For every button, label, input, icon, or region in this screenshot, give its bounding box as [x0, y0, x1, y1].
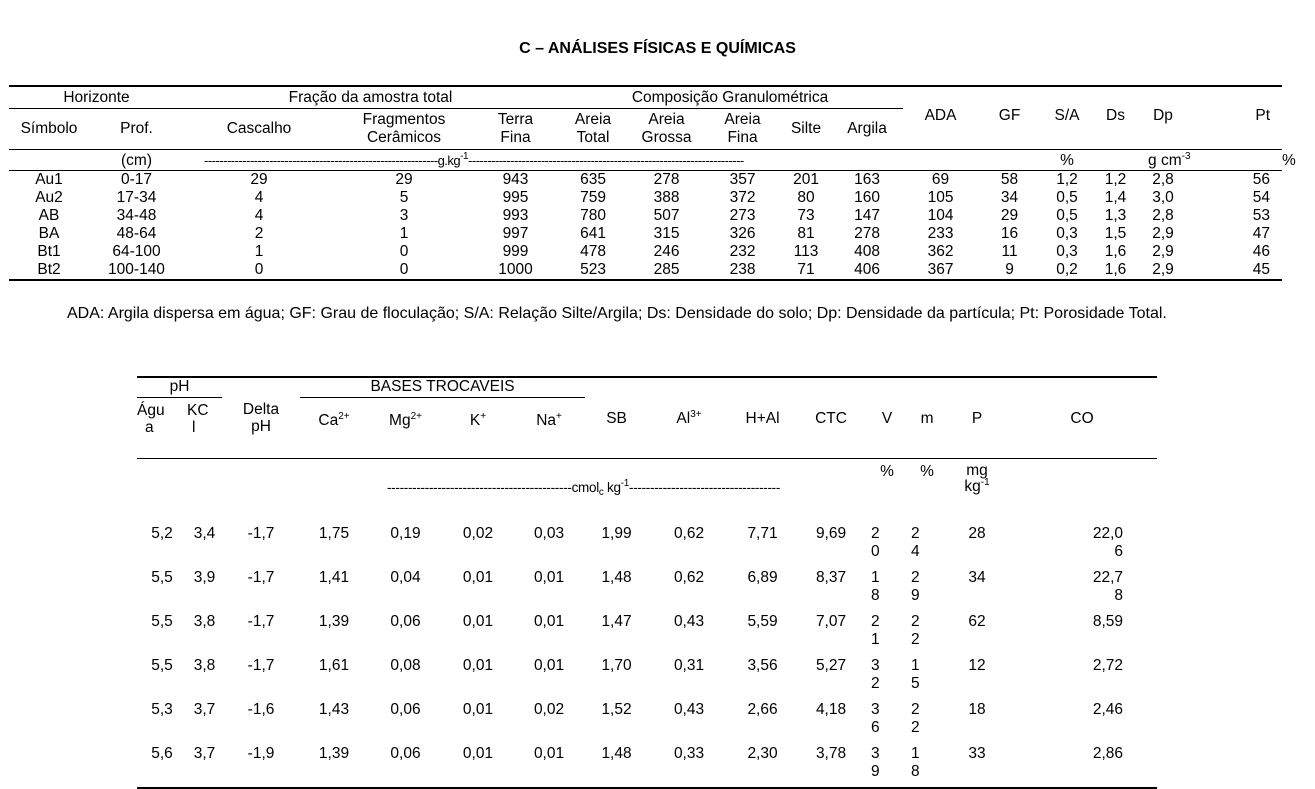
table-cell: 5,6: [151, 745, 173, 762]
table-cell: 1,5: [1104, 225, 1127, 242]
table-cell: 315: [653, 225, 680, 242]
table-cell: 1,48: [601, 569, 632, 586]
table-cell: 478: [580, 243, 606, 260]
table-cell: 22,7 8: [1092, 569, 1124, 604]
table-cell: 0,01: [462, 657, 494, 674]
table-cell: 104: [927, 207, 954, 224]
table-cell: 1,48: [601, 745, 632, 762]
table-cell: 0,33: [673, 745, 705, 762]
table-cell: 0,19: [390, 525, 421, 542]
table-row: [9, 171, 1282, 190]
table-cell: 4,18: [815, 701, 847, 718]
col-dp: Dp: [1153, 107, 1173, 124]
table-row: [137, 655, 1157, 699]
col-pt: Pt: [1255, 107, 1271, 124]
table-cell: 2,46: [1092, 701, 1124, 718]
table-cell: 0,3: [1056, 243, 1078, 260]
table-cell: 0-17: [120, 171, 153, 188]
unit-cm: (cm): [89, 150, 184, 171]
col-al: $Al^{3+}$: [676, 408, 702, 427]
table-cell: 1 8: [911, 745, 920, 780]
table-cell: 1,3: [1104, 207, 1127, 224]
col-p: P: [971, 409, 983, 427]
col-hal: H+Al: [745, 409, 780, 427]
table-cell: 80: [797, 189, 815, 206]
table-cell: 47: [1252, 225, 1271, 242]
table-cell: 1 5: [911, 657, 920, 692]
table-cell: 0,06: [390, 613, 421, 630]
table-cell: 943: [502, 171, 529, 188]
table-cell: 3: [399, 207, 409, 224]
col-ctc: CTC: [815, 409, 847, 427]
table-cell: 5,5: [151, 569, 173, 586]
table-cell: 8,37: [815, 569, 847, 586]
table-cell: 1: [399, 225, 409, 242]
table-row: [9, 261, 1282, 280]
table-cell: 278: [653, 171, 680, 188]
table-cell: 999: [502, 243, 529, 260]
table-cell: 34: [968, 569, 986, 586]
table-cell: 58: [1000, 171, 1019, 188]
table-cell: 507: [653, 207, 680, 224]
table-cell: 1,6: [1104, 243, 1127, 260]
table-row: [137, 567, 1157, 611]
table-cell: 1,43: [318, 701, 350, 718]
unit-gkg: $-------------------------------------------------------------g.kg^{-1}------------------------------------------------------$------------------: [184, 150, 978, 171]
table-cell: 48-64: [116, 225, 157, 242]
table-cell: 18: [968, 701, 986, 718]
table-cell: 523: [580, 261, 606, 278]
table-cell: 1,41: [318, 569, 350, 586]
table-cell: 0,02: [533, 701, 565, 718]
col-simbolo: Símbolo: [20, 120, 78, 137]
abbreviation-note: ADA: Argila dispersa em água; GF: Grau de floculação; S/A: Relação Silte/Argila; Ds: Densidade do solo; Dp: Densidade da partícula; Pt: Porosidade Total.: [67, 305, 1167, 322]
table-cell: 1: [254, 243, 264, 260]
table-row: [137, 523, 1157, 567]
chemical-analysis-table: [137, 376, 1157, 789]
col-kcl: KC l: [187, 402, 209, 436]
table-cell: 28: [968, 525, 986, 542]
table-cell: 11: [1001, 243, 1018, 260]
table-cell: 0,3: [1056, 225, 1078, 242]
col-na: Na+: [536, 411, 562, 429]
table-cell: 0: [399, 243, 409, 260]
table-cell: 0,01: [462, 569, 494, 586]
table-cell: 2,9: [1152, 261, 1174, 278]
table-cell: 5,5: [151, 657, 173, 674]
table-cell: BA: [38, 225, 60, 242]
table-cell: 46: [1252, 243, 1271, 260]
table-cell: 1,61: [318, 657, 350, 674]
table-cell: 34-48: [116, 207, 157, 224]
table-cell: 780: [580, 207, 606, 224]
table-row: [9, 243, 1282, 261]
table-cell: -1,7: [247, 525, 275, 542]
unit-gcm: g $cm^{-3}$: [1138, 150, 1282, 171]
table-cell: 0: [399, 261, 409, 278]
table-cell: Bt1: [37, 243, 61, 260]
unit-gf-pct: %: [1041, 150, 1093, 171]
col-agua: Águ a: [137, 402, 165, 436]
table-cell: 1,47: [601, 613, 632, 630]
table-cell: 53: [1252, 207, 1271, 224]
table-cell: 1,70: [601, 657, 632, 674]
table-cell: 0,62: [673, 569, 705, 586]
table-cell: 29: [395, 171, 413, 188]
unit-m: %: [907, 459, 947, 524]
table-cell: 113: [793, 243, 819, 260]
table-cell: 3,8: [193, 657, 216, 674]
table-cell: 29: [250, 171, 268, 188]
col-sb: SB: [606, 409, 627, 427]
col-terra-fina: Terra Fina: [497, 111, 534, 146]
table-cell: 71: [797, 261, 815, 278]
table-cell: -1,6: [247, 701, 275, 718]
table-cell: 0,31: [673, 657, 705, 674]
col-areia-total: Areia Total: [574, 111, 612, 146]
section-title: C – ANÁLISES FÍSICAS E QUÍMICAS: [519, 40, 796, 57]
table-row: [9, 189, 1282, 207]
table-cell: 0,08: [390, 657, 421, 674]
table-cell: 233: [927, 225, 954, 242]
table-cell: Au1: [35, 171, 63, 188]
table-cell: 5,59: [747, 613, 778, 630]
col-ds: Ds: [1106, 107, 1125, 124]
table-cell: 367: [927, 261, 954, 278]
table-cell: 0,5: [1056, 189, 1078, 206]
table-cell: 1,2: [1056, 171, 1078, 188]
table-cell: 2,9: [1152, 225, 1174, 242]
table-cell: 0,02: [462, 525, 494, 542]
table-cell: 1,2: [1104, 171, 1127, 188]
table-cell: 5,3: [151, 701, 173, 718]
table-cell: 1 8: [871, 569, 880, 604]
table-cell: 163: [854, 171, 880, 188]
table-cell: 3,4: [193, 525, 216, 542]
table-cell: 1,75: [318, 525, 350, 542]
table-cell: 238: [729, 261, 756, 278]
col-silte: Silte: [790, 120, 822, 137]
table-cell: 3,9: [193, 569, 216, 586]
col-gf: GF: [998, 107, 1021, 124]
table-cell: 22,0 6: [1092, 525, 1124, 560]
table-cell: Bt2: [37, 261, 61, 278]
table-cell: 3,7: [193, 701, 216, 718]
table-cell: 64-100: [112, 243, 161, 260]
table-cell: 4: [254, 189, 264, 206]
table-cell: 147: [854, 207, 880, 224]
table-row: [137, 699, 1157, 743]
table-cell: 7,07: [815, 613, 847, 630]
table-cell: 2,30: [747, 745, 778, 762]
table-cell: 160: [854, 189, 880, 206]
table-cell: 0,03: [533, 525, 565, 542]
table-cell: 62: [968, 613, 986, 630]
table-cell: 2 2: [911, 613, 920, 648]
table-cell: 2 1: [871, 613, 880, 648]
table-cell: -1,9: [247, 745, 275, 762]
table-cell: 273: [729, 207, 756, 224]
table-cell: -1,7: [247, 569, 275, 586]
table-cell: 2 0: [871, 525, 880, 560]
table-cell: 33: [968, 745, 986, 762]
table-cell: 0,01: [533, 569, 565, 586]
table-cell: 2,66: [747, 701, 778, 718]
group-ph: pH: [137, 377, 222, 398]
col-argila: Argila: [847, 120, 887, 137]
table-cell: 17-34: [116, 189, 157, 206]
col-mg: $Mg^{2+}$: [389, 411, 422, 429]
table-cell: 326: [729, 225, 756, 242]
table-cell: 0,01: [462, 745, 494, 762]
table-cell: 285: [653, 261, 680, 278]
table-cell: 5,27: [815, 657, 847, 674]
physical-analysis-table: Horizonte Fração da amostra total Composição Granulométrica ADA GF S/A Ds Dp Pt Símbolo Prof. Cascalho Fragmentos Cerâmicos Terra Fina Areia Total Areia Grossa Areia Fina Silte Argila (cm) $-------------------------------------------------------------g.kg^{-1}------------------------------------------------------$------------------ % g $cm^{-3}$ % Au1 0-17 29 29 943 635 278 357 201 163 69 58 1,2 1,2 2,8 56 Au2 17-34 4 5 995 759 388 372 80 160 105 34 0,5 1,4 3,0 54 AB 34-48 4 3 993 780 507 273 73 147 104 29 0,5 1,3 2,8 53 BA 48-64 2 1 997 641 315 326 81 278 233 16 0,3 1,5 2,9 47 Bt1 64-100 1 0 999 478 246 232 113 408 362 11 0,3 1,6 2,9 46 Bt2 100-140 0 0 1000 523 285 238 71 406 367 9 0,2 1,6 2,9 45: [9, 85, 1282, 281]
table-row: [137, 743, 1157, 788]
table-cell: 0,43: [673, 701, 705, 718]
col-prof: Prof.: [120, 120, 153, 137]
table-cell: 3,7: [193, 745, 216, 762]
col-m: m: [920, 409, 934, 427]
col-ada: ADA: [924, 107, 957, 124]
group-bases: BASES TROCAVEIS: [300, 377, 585, 398]
table-cell: 8,59: [1092, 613, 1124, 630]
col-cascalho: Cascalho: [226, 120, 292, 137]
table-row: [9, 225, 1282, 243]
table-cell: 0,2: [1056, 261, 1078, 278]
table-cell: 2,9: [1152, 243, 1174, 260]
table-cell: 3,0: [1152, 189, 1174, 206]
table-cell: 2,72: [1092, 657, 1124, 674]
table-cell: 201: [793, 171, 819, 188]
table-cell: 406: [854, 261, 880, 278]
table-cell: 0,43: [673, 613, 705, 630]
col-areia-fina: Areia Fina: [724, 111, 761, 146]
table-cell: 0,06: [390, 745, 421, 762]
table-cell: 1,52: [601, 701, 632, 718]
table-cell: 0,01: [533, 745, 565, 762]
table-cell: 2,8: [1152, 207, 1174, 224]
col-k: K+: [469, 411, 487, 429]
table-cell: 3 2: [871, 657, 880, 692]
table-cell: 2 4: [911, 525, 920, 560]
table-cell: 100-140: [108, 261, 165, 278]
table-cell: 388: [653, 189, 680, 206]
table-cell: 2 9: [911, 569, 920, 604]
group-composicao: Composição Granulométrica: [557, 86, 903, 109]
table-cell: 0: [254, 261, 264, 278]
table-cell: 995: [502, 189, 529, 206]
table-cell: Au2: [35, 189, 63, 206]
table-cell: 0,01: [533, 657, 565, 674]
table-cell: 3,78: [815, 745, 847, 762]
table-row: [9, 207, 1282, 225]
table-cell: 3,8: [193, 613, 216, 630]
table-cell: 408: [854, 243, 880, 260]
table-cell: 993: [502, 207, 529, 224]
table-cell: 3,56: [747, 657, 778, 674]
col-fragmentos: Fragmentos Cerâmicos: [362, 111, 446, 146]
table-cell: 5,5: [151, 613, 173, 630]
table-cell: 2: [254, 225, 264, 242]
table-cell: 5: [399, 189, 409, 206]
table-cell: 1,99: [601, 525, 632, 542]
table-cell: 69: [931, 171, 950, 188]
table-cell: 2,86: [1092, 745, 1124, 762]
table-cell: 246: [653, 243, 680, 260]
table-cell: -1,7: [247, 613, 275, 630]
table-row: [137, 611, 1157, 655]
table-cell: 0,01: [462, 701, 494, 718]
table-cell: 1,6: [1104, 261, 1127, 278]
table-cell: 45: [1252, 261, 1271, 278]
table-cell: 3 6: [871, 701, 880, 736]
table-cell: 9: [1005, 261, 1014, 278]
table-cell: 759: [580, 189, 606, 206]
table-cell: 7,71: [747, 525, 778, 542]
col-sa: S/A: [1054, 107, 1080, 124]
table-cell: 2 2: [911, 701, 920, 736]
table-cell: 232: [729, 243, 756, 260]
table-cell: 105: [927, 189, 954, 206]
table-cell: 0,04: [390, 569, 421, 586]
table-cell: 0,01: [533, 613, 565, 630]
col-v: V: [881, 409, 893, 427]
table-cell: 81: [797, 225, 815, 242]
table-cell: 0,06: [390, 701, 421, 718]
table-cell: 3 9: [871, 745, 880, 780]
col-ca: $Ca^{2+}$: [318, 411, 350, 429]
table-cell: 12: [968, 657, 986, 674]
table-cell: 34: [1000, 189, 1019, 206]
table-cell: 6,89: [747, 569, 778, 586]
table-cell: 54: [1252, 189, 1271, 206]
col-co: CO: [1070, 409, 1094, 427]
table-cell: -1,7: [247, 657, 275, 674]
table-cell: 1000: [498, 261, 533, 278]
group-fracao: Fração da amostra total: [184, 86, 557, 109]
table-cell: 641: [580, 225, 606, 242]
unit-p: mg $kg^{-1}$: [947, 459, 1007, 524]
table-cell: 9,69: [815, 525, 847, 542]
table-cell: 357: [729, 171, 756, 188]
table-cell: 0,5: [1056, 207, 1078, 224]
unit-cmol: --------------------------------------------cmol$_c$ $kg^{-1}------------------------------------$: [300, 459, 867, 524]
table-cell: 0,01: [462, 613, 494, 630]
table-cell: 29: [1000, 207, 1019, 224]
table-cell: 278: [854, 225, 880, 242]
table-cell: 635: [580, 171, 606, 188]
table-cell: 1,39: [318, 745, 350, 762]
table-cell: 73: [797, 207, 815, 224]
table-cell: 16: [1000, 225, 1019, 242]
table-cell: 1,4: [1104, 189, 1127, 206]
table-cell: 2,8: [1152, 171, 1174, 188]
table-cell: 997: [502, 225, 529, 242]
table-cell: 4: [254, 207, 264, 224]
table-cell: 362: [927, 243, 954, 260]
table-cell: 1,39: [318, 613, 350, 630]
group-horizonte: Horizonte: [9, 86, 184, 109]
col-delta-ph: Delta pH: [242, 401, 280, 435]
table-cell: 56: [1252, 171, 1271, 188]
table-cell: 5,2: [151, 525, 173, 542]
col-areia-grossa: Areia Grossa: [641, 111, 692, 146]
table-cell: 0,62: [673, 525, 705, 542]
unit-v: %: [867, 459, 907, 524]
table-cell: AB: [38, 207, 60, 224]
table-cell: 372: [729, 189, 756, 206]
